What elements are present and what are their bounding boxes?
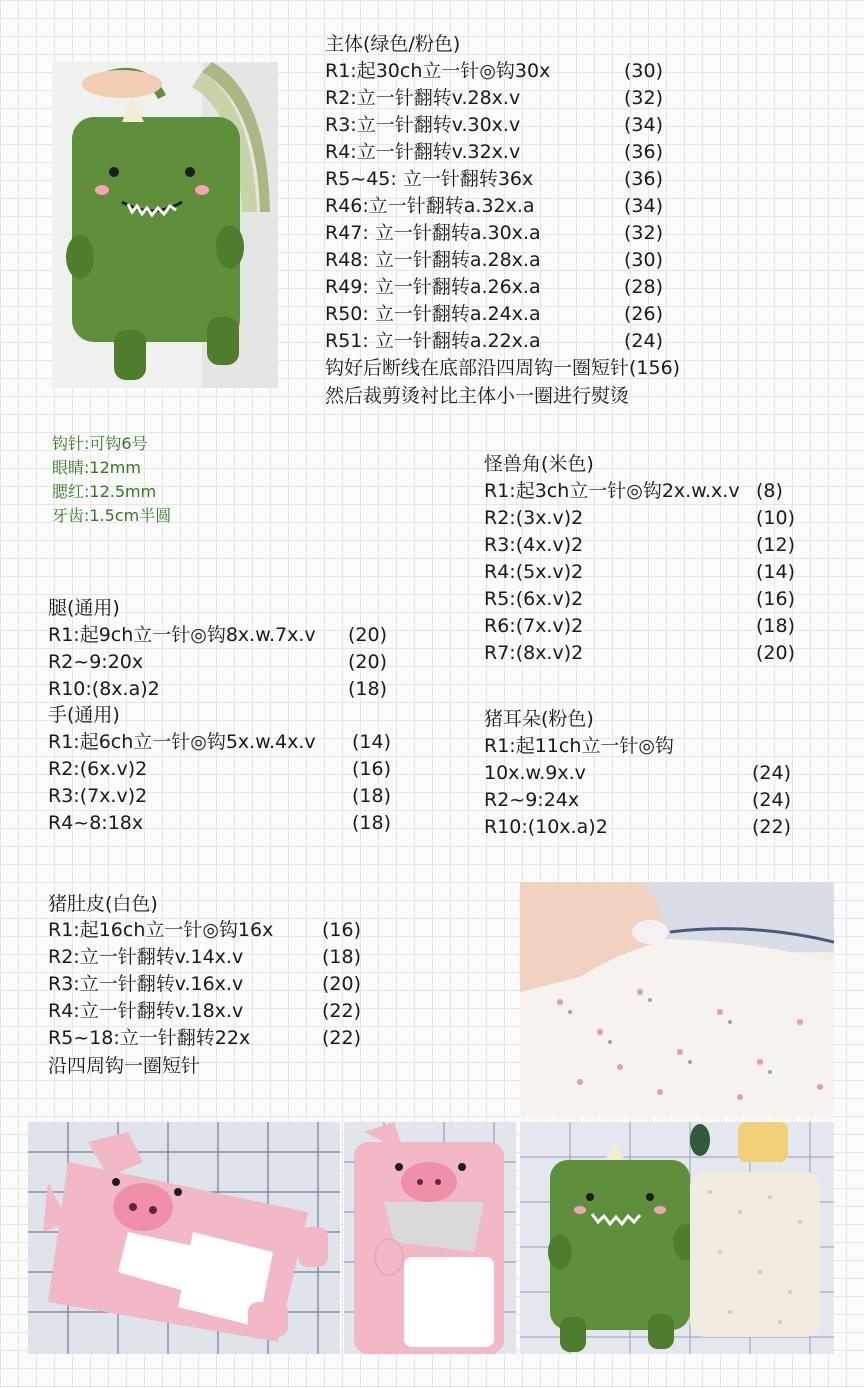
pattern-row-count: (34) — [624, 114, 664, 136]
pattern-row-count: (16) — [352, 758, 392, 780]
pattern-row: R48: 立一针翻转a.28x.a — [325, 249, 541, 271]
pattern-row: R46:立一针翻转a.32x.a — [325, 195, 535, 217]
main-body-note-2: 然后裁剪烫衬比主体小一圈进行熨烫 — [325, 385, 630, 407]
main-body-title: 主体(绿色/粉色) — [325, 33, 461, 55]
pattern-row-count: (22) — [752, 816, 792, 838]
pattern-row-count: (22) — [322, 1000, 362, 1022]
pattern-row: R1:起6ch立一针◎钩5x.w.4x.v — [48, 731, 316, 753]
pattern-row-count: (18) — [352, 785, 392, 807]
green-monster-bag-photo — [52, 62, 278, 388]
material-item: 腮红:12.5mm — [52, 482, 157, 501]
pattern-row-count: (26) — [624, 303, 664, 325]
pattern-row-count: (22) — [322, 1027, 362, 1049]
pattern-row: R2~9:24x — [484, 789, 580, 811]
pattern-row-count: (18) — [322, 946, 362, 968]
pattern-row: R10:(8x.a)2 — [48, 678, 160, 700]
pattern-row-count: (32) — [624, 222, 664, 244]
pattern-row-count: (20) — [756, 642, 796, 664]
pink-pig-bag-photo — [28, 1122, 340, 1354]
horn-title: 怪兽角(米色) — [484, 453, 594, 475]
material-item: 钩针:可钩6号 — [52, 434, 148, 453]
pattern-row: R1:起11ch立一针◎钩 — [484, 735, 674, 757]
pattern-row-count: (14) — [756, 561, 796, 583]
material-item: 牙齿:1.5cm半圆 — [52, 506, 172, 525]
pattern-row-count: (36) — [624, 168, 664, 190]
pattern-row: R51: 立一针翻转a.22x.a — [325, 330, 541, 352]
pattern-row-count: (24) — [752, 789, 792, 811]
pattern-row: 10x.w.9x.v — [484, 762, 586, 784]
pattern-row: R5~45: 立一针翻转36x — [325, 168, 534, 190]
green-bag-with-lining-photo — [520, 1122, 834, 1354]
pig-belly-note: 沿四周钩一圈短针 — [48, 1055, 201, 1077]
pattern-row-count: (30) — [624, 249, 664, 271]
pattern-row: R10:(10x.a)2 — [484, 816, 608, 838]
pig-ear-title: 猪耳朵(粉色) — [484, 708, 594, 730]
pattern-row-count: (20) — [348, 624, 388, 646]
pattern-row: R1:起16ch立一针◎钩16x — [48, 919, 274, 941]
pattern-row-count: (24) — [624, 330, 664, 352]
main-body-note-1: 钩好后断线在底部沿四周钩一圈短针(156) — [325, 357, 681, 379]
pattern-row: R2:(3x.v)2 — [484, 507, 584, 529]
pattern-row: R2:立一针翻转v.14x.v — [48, 946, 244, 968]
pattern-row: R47: 立一针翻转a.30x.a — [325, 222, 541, 244]
material-item: 眼睛:12mm — [52, 458, 141, 477]
pattern-row: R1:起3ch立一针◎钩2x.w.x.v — [484, 480, 740, 502]
pattern-row: R6:(7x.v)2 — [484, 615, 584, 637]
pattern-row-count: (12) — [756, 534, 796, 556]
pattern-row: R3:立一针翻转v.16x.v — [48, 973, 244, 995]
pattern-row-count: (36) — [624, 141, 664, 163]
pattern-row-count: (14) — [352, 731, 392, 753]
pattern-row: R2:立一针翻转v.28x.v — [325, 87, 521, 109]
pattern-row-count: (30) — [624, 60, 664, 82]
pattern-row: R5:(6x.v)2 — [484, 588, 584, 610]
pig-belly-title: 猪肚皮(白色) — [48, 893, 158, 915]
pattern-row-count: (20) — [322, 973, 362, 995]
pattern-row-count: (16) — [322, 919, 362, 941]
pattern-row: R3:(4x.v)2 — [484, 534, 584, 556]
legs-title: 腿(通用) — [48, 597, 120, 619]
floral-lining-photo — [520, 882, 834, 1118]
pattern-row-count: (18) — [756, 615, 796, 637]
pattern-row-count: (10) — [756, 507, 796, 529]
pattern-row: R49: 立一针翻转a.26x.a — [325, 276, 541, 298]
pattern-row: R50: 立一针翻转a.24x.a — [325, 303, 541, 325]
pattern-row: R3:立一针翻转v.30x.v — [325, 114, 521, 136]
pattern-row-count: (16) — [756, 588, 796, 610]
pattern-row: R3:(7x.v)2 — [48, 785, 148, 807]
pattern-row-count: (32) — [624, 87, 664, 109]
pattern-row: R2~9:20x — [48, 651, 144, 673]
pattern-row-count: (28) — [624, 276, 664, 298]
pattern-row: R4~8:18x — [48, 812, 144, 834]
hands-title: 手(通用) — [48, 704, 120, 726]
pattern-row: R4:立一针翻转v.18x.v — [48, 1000, 244, 1022]
pattern-row-count: (24) — [752, 762, 792, 784]
pig-bag-assembly-photo — [344, 1122, 516, 1354]
pattern-row-count: (18) — [348, 678, 388, 700]
pattern-row-count: (20) — [348, 651, 388, 673]
pattern-row-count: (8) — [756, 480, 783, 502]
pattern-row: R2:(6x.v)2 — [48, 758, 148, 780]
pattern-row: R4:立一针翻转v.32x.v — [325, 141, 521, 163]
pattern-row-count: (34) — [624, 195, 664, 217]
pattern-row: R7:(8x.v)2 — [484, 642, 584, 664]
pattern-row-count: (18) — [352, 812, 392, 834]
pattern-row: R1:起30ch立一针◎钩30x — [325, 60, 551, 82]
pattern-row: R5~18:立一针翻转22x — [48, 1027, 251, 1049]
pattern-row: R1:起9ch立一针◎钩8x.w.7x.v — [48, 624, 316, 646]
pattern-row: R4:(5x.v)2 — [484, 561, 584, 583]
